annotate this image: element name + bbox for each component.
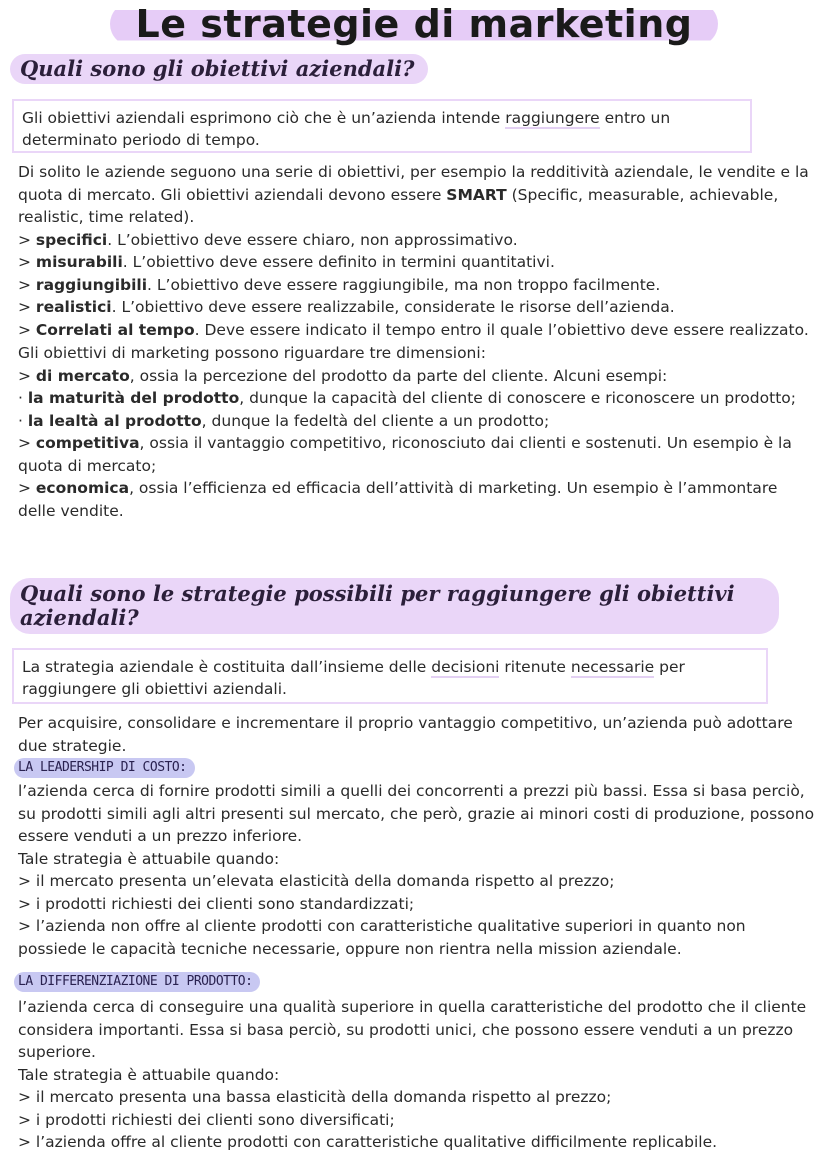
section1-body [18, 161, 818, 522]
condition-item: > il mercato presenta un’elevata elasticità della domanda rispetto al prezzo; [18, 872, 615, 890]
section2-definition-box: La strategia aziendale è costituita dall’insieme delle decisioni ritenute necessarie per raggiungere gli obiettivi aziendali. [12, 648, 768, 704]
smart-item: > misurabili. L’obiettivo deve essere definito in termini quantitativi. [18, 253, 555, 271]
section1-definition-box [12, 99, 752, 153]
section2-intro: Per acquisire, consolidare e incrementare il proprio vantaggio competitivo, un’azienda può adottare due strategie. [18, 714, 793, 755]
dimension-item: > economica, ossia l’efficienza ed efficacia dell’attività di marketing. Un esempio è l’ammontare delle vendite. [18, 479, 778, 520]
condition-item: > il mercato presenta una bassa elasticità della domanda rispetto al prezzo; [18, 1088, 612, 1106]
differenziazione-when: Tale strategia è attuabile quando: [18, 1065, 280, 1084]
leadership-body [18, 780, 818, 960]
underlined-word: necessarie [570, 658, 655, 676]
dimension-item: > di mercato, ossia la percezione del prodotto da parte del cliente. Alcuni esempi: [18, 366, 668, 385]
dimensions-intro: Gli obiettivi di marketing possono riguardare tre dimensioni: [18, 344, 486, 362]
title-wrap [0, 2, 828, 46]
condition-item: > l’azienda non offre al cliente prodotti con caratteristiche qualitative superiori in quanto non possiede le capacità tecniche necessarie, oppure non rientra nella mission aziendale. [18, 917, 746, 958]
smart-item: > realistici. L’obiettivo deve essere realizzabile, considerate le risorse dell’azienda. [18, 298, 675, 316]
differenziazione-body [18, 996, 818, 1154]
smart-item: > raggiungibili. L’obiettivo deve essere raggiungibile, ma non troppo facilmente. [18, 275, 661, 294]
differenziazione-desc: l’azienda cerca di conseguire una qualità superiore in quella caratteristiche del prodotto che il cliente considera importanti. Essa si basa perciò, su prodotti unici, che possono essere venduti a un prezzo superiore. [18, 998, 807, 1061]
section2-heading: Quali sono le strategie possibili per raggiungere gli obiettivi aziendali? [10, 578, 779, 634]
condition-item: > i prodotti richiesti dei clienti sono standardizzati; [18, 894, 415, 913]
section1-heading: Quali sono gli obiettivi aziendali? [10, 54, 428, 84]
smart-intro: Di solito le aziende seguono una serie di obiettivi, per esempio la redditività aziendale, le vendite e la quota di mercato. Gli obiettivi aziendali devono essere SMART (Specific, measurable, achievable, realistic, time related). [18, 163, 809, 226]
smart-acronym: SMART [446, 185, 507, 204]
differenziazione-label: LA DIFFERENZIAZIONE DI PRODOTTO: [14, 972, 260, 992]
leadership-when: Tale strategia è attuabile quando: [18, 849, 280, 868]
definition-text: Gli obiettivi aziendali esprimono ciò che è un’azienda intende [22, 109, 506, 127]
dimension-item: > competitiva, ossia il vantaggio competitivo, riconosciuto dai clienti e sostenuti. Un esempio è la quota di mercato; [18, 434, 792, 475]
page-title: Le strategie di marketing [110, 2, 719, 46]
underlined-word: decisioni [431, 658, 500, 676]
smart-item: > specifici. L’obiettivo deve essere chiaro, non approssimativo. [18, 230, 518, 249]
leadership-label: LA LEADERSHIP DI COSTO: [14, 758, 195, 778]
leadership-desc: l’azienda cerca di fornire prodotti simili a quelli dei concorrenti a prezzi più bassi. Essa si basa perciò, su prodotti simili agli altri presenti sul mercato, che però, grazie ai minori costi di produzione, possono essere venduti a un prezzo inferiore. [18, 782, 815, 845]
condition-item: > i prodotti richiesti dei clienti sono diversificati; [18, 1110, 395, 1129]
smart-item: > Correlati al tempo. Deve essere indicato il tempo entro il quale l’obiettivo deve essere realizzato. [18, 320, 809, 339]
dimension-subitem: · la lealtà al prodotto, dunque la fedeltà del cliente a un prodotto; [18, 411, 550, 430]
condition-item: > l’azienda offre al cliente prodotti con caratteristiche qualitative difficilmente replicabile. [18, 1133, 718, 1151]
definition-text-end: entro un determinato periodo di tempo. [22, 109, 671, 149]
dimension-subitem: · la maturità del prodotto, dunque la capacità del cliente di conoscere e riconoscere un prodotto; [18, 389, 796, 407]
underlined-word: raggiungere [505, 109, 600, 127]
